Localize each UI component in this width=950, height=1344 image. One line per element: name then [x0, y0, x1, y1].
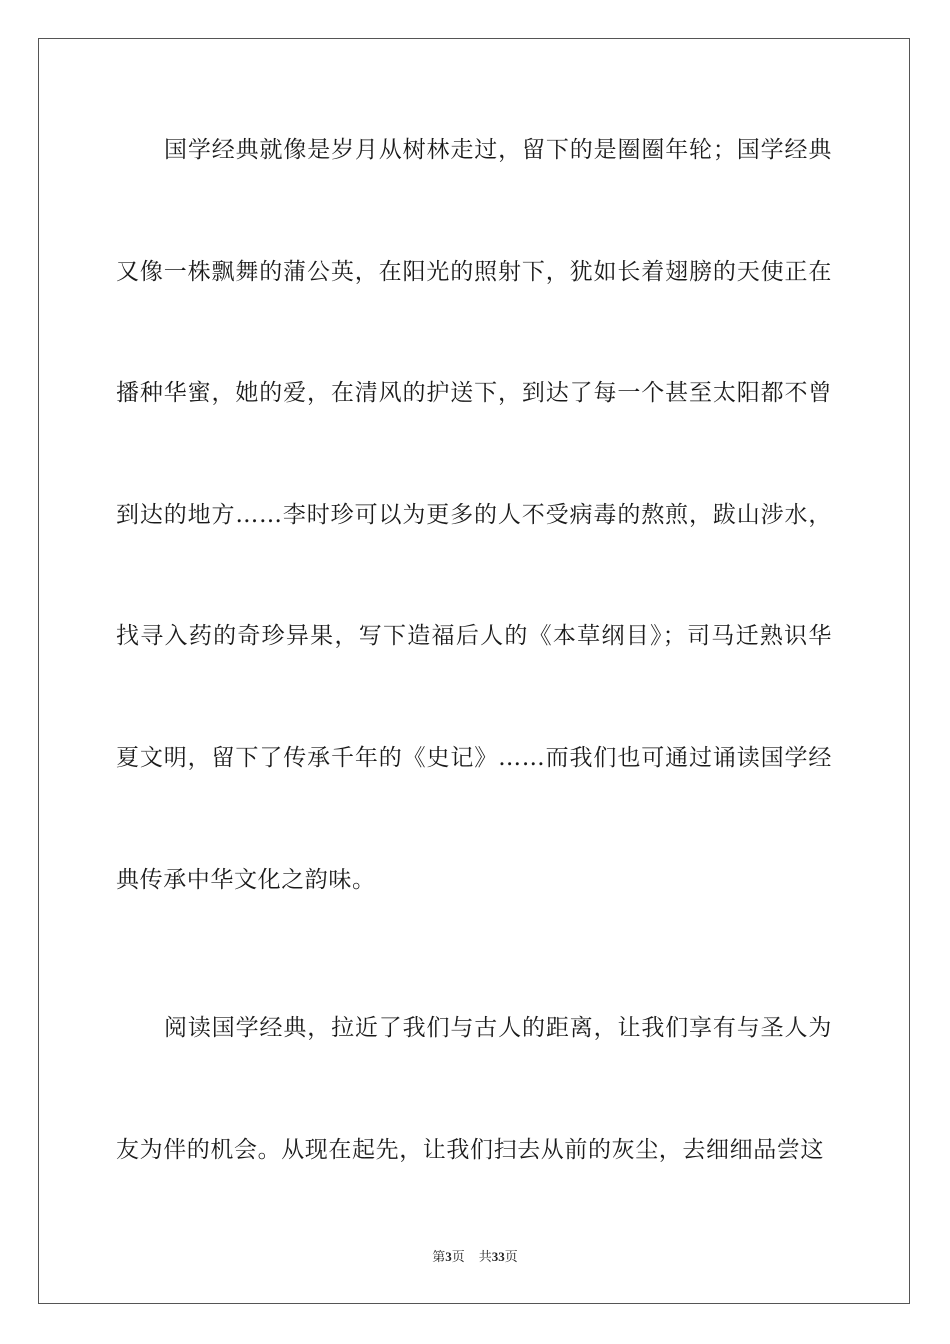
- page-suffix: 页: [451, 1249, 465, 1264]
- page-footer: [0, 1247, 950, 1267]
- body-paragraph-1: 国学经典就像是岁月从树林走过，留下的是圈圈年轮；国学经典又像一株飘舞的蒲公英，在阳光的照射下，犹如长着翅膀的天使正在播种华蜜，她的爱，在清风的护送下，到达了每一个甚至太阳都不曾到达的地方……李时珍可以为更多的人不受病毒的熬煎，跋山涉水，找寻入药的奇珍异果，写下造福后人的《本草纲目》；司马迁熟识华夏文明，留下了传承千年的《史记》……而我们也可通过诵读国学经典传承中华文化之韵味。: [116, 137, 832, 893]
- page-prefix: 第: [432, 1249, 446, 1264]
- page-number: 3: [445, 1249, 452, 1264]
- total-prefix: 共: [478, 1249, 492, 1264]
- total-pages: 33: [491, 1249, 505, 1264]
- total-suffix: 页: [504, 1249, 518, 1264]
- body-paragraph-2: 阅读国学经典，拉近了我们与古人的距离，让我们享有与圣人为友为伴的机会。从现在起先，让我们扫去从前的灰尘，去细细品尝这: [116, 1015, 832, 1163]
